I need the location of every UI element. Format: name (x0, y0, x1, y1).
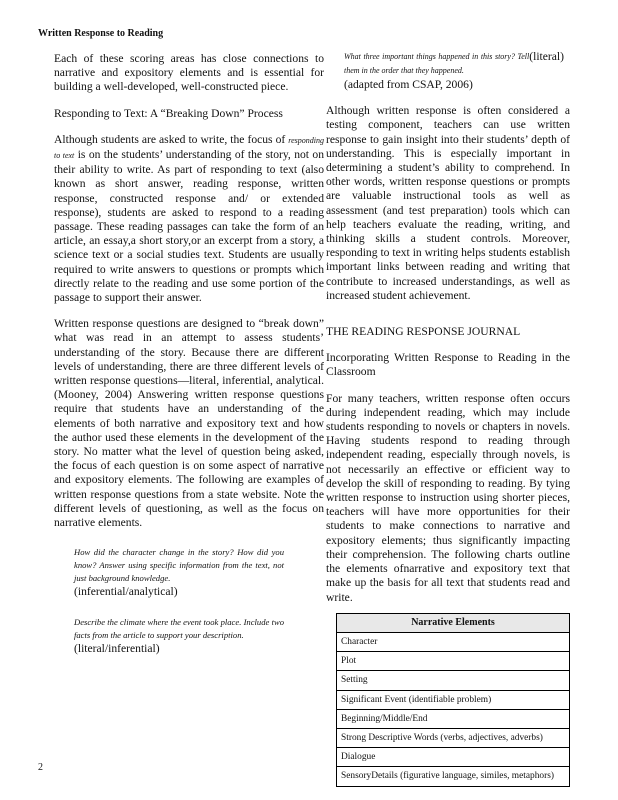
table-row: Character (337, 632, 570, 651)
section-heading-journal: THE READING RESPONSE JOURNAL (326, 325, 521, 339)
example-1-level: (inferential/analytical) (74, 585, 178, 599)
narrative-elements-table (336, 613, 570, 787)
example-source: (adapted from CSAP, 2006) (344, 78, 473, 91)
left-column (54, 52, 324, 656)
example-top-text: What three important things happened in this story? Tell them in the order that they happened. (344, 52, 530, 75)
running-header: Written Response to Reading (38, 28, 164, 39)
paragraph-scoring-areas: Each of these scoring areas has close connections to narrative and expository elements and is essential for building a well-developed, well-constructed piece. (54, 52, 324, 94)
table-row: SensoryDetails (figurative language, similes, metaphors) (337, 767, 570, 786)
italic-term: responding to text (54, 135, 324, 161)
paragraph-question-levels: Written response questions are designed to “break down” what was read in an attempt to assess students’ understanding of the story. Because there are different levels of understanding, there are three different levels of written response questions—literal, inferential, analytical. (Mooney, 2004) Answering written response questions require that students have an understanding of the elements of both narrative and expository text and how the author used these elements in the development of the story. No matter what the level of question being asked, the focus of each question is on some aspect of narrative and expository elements. The following are examples of written response questions from a state website. Note the different levels of questioning, as well as the focus on narrative elements. (54, 317, 324, 530)
example-top-level: (literal) (529, 50, 564, 63)
example-question-2: Describe the climate where the event took place. Include two facts from the article to support your description. (74, 616, 284, 640)
paragraph-testing-component: Although written response is often considered a testing component, teachers can use written response to gain insight into their students’ depth of understanding. This is especially important in determining a student’s ability to comprehend. In other words, written response questions or prompts are valuable instructional tools as well as assessment (and test preparation) tools which can help teachers evaluate the reading, writing, and thinking skills a student controls. Moreover, responding to text in writing helps students establish important links between reading and writing that contribute to increased understandings, as well as increased student achievement. (326, 104, 570, 302)
table-row: Dialogue (337, 748, 570, 767)
paragraph-text-rest: is on the students’ understanding of the story, not on their ability to write. As part of responding to text (also known as short answer, reading response, written response, constructed response and/ or extended response), students are asked to respond to a reading passage. These reading passages can take the form of an article, an essay,a short story,or an excerpt from a story, a science text or a social studies text. Students are usually required to write answers to questions or prompts which directly relate to the reading and use some portion of the passage to support their answer. (54, 148, 325, 305)
table-row: Beginning/Middle/End (337, 709, 570, 728)
table-header: Narrative Elements (337, 613, 570, 632)
table-row: Setting (337, 671, 570, 690)
section-heading-incorporating: Incorporating Written Response to Reading in the Classroom (326, 351, 570, 379)
paragraph-responding-to-text (54, 133, 324, 305)
right-column (326, 50, 570, 787)
table-row: Plot (337, 652, 570, 671)
paragraph-independent-reading: For many teachers, written response often occurs during independent reading, which may include students responding to novels or chapters in novels. Having students respond to reading through independent reading, especially through novels, is not necessarily an effective or efficient way to develop the skill of responding to reading. By tying written response to instruction using shorter pieces, teachers will have more opportunities for their students to make connections to narrative and expository elements; thus significantly impacting their comprehension. The following charts outline the elements ofnarrative and expository text that make up the basis for all text that students read and write. (326, 391, 570, 604)
example-question-top (344, 50, 570, 78)
table-row: Significant Event (identifiable problem) (337, 690, 570, 709)
section-heading-breaking-down: Responding to Text: A “Breaking Down” Process (54, 106, 283, 120)
example-2-level: (literal/inferential) (74, 641, 160, 655)
example-question-1: How did the character change in the story? How did you know? Answer using specific information from the text, not just background knowledge. (74, 547, 284, 584)
paragraph-text-start: Although students are asked to write, the focus of (54, 132, 286, 146)
table-row: Strong Descriptive Words (verbs, adjectives, adverbs) (337, 728, 570, 747)
page-number: 2 (38, 762, 43, 773)
